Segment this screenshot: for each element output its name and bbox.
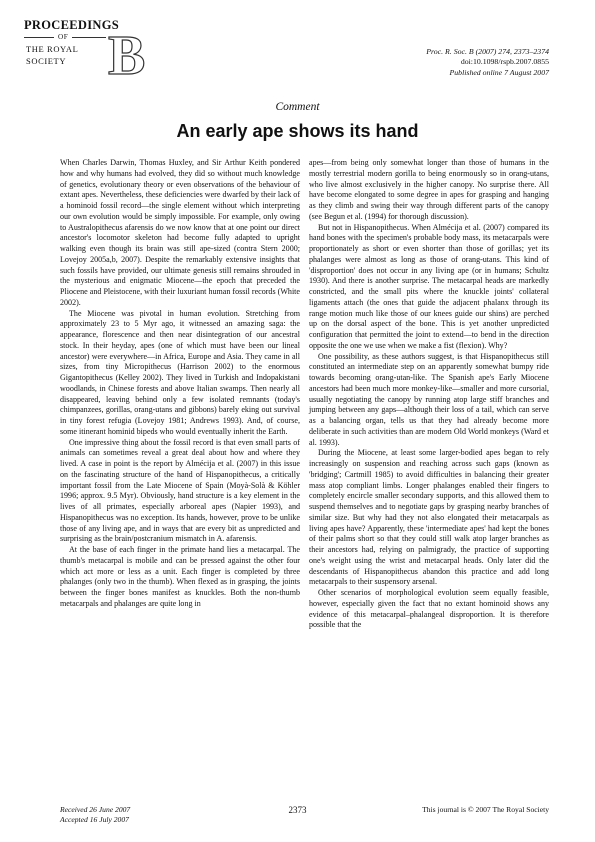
right-column	[309, 158, 549, 631]
article-title: An early ape shows its hand	[176, 121, 419, 141]
citation-ref: Proc. R. Soc. B (2007) 274, 2373–2374	[426, 47, 549, 56]
page-number: 2373	[288, 805, 307, 815]
section-label: Comment	[275, 101, 320, 113]
paragraph: apes—from being only somewhat longer than those of humans in the mostly terrestrial modern gorilla to being enormously so in orang-utans, who live almost exclusively in the higher canopy. No surprise there. All have become elongated to some degree in apes for grasping and hanging as they climb and swing their way through different parts of the canopy (see Begun et al. (1994) for thorough discussion).	[309, 158, 549, 221]
left-column	[60, 158, 300, 610]
journal-name: PROCEEDINGS	[24, 18, 119, 32]
journal-the-royal: THE ROYAL	[26, 44, 79, 54]
paragraph: The Miocene was pivotal in human evolution. Stretching from approximately 23 to 5 Myr ago, it witnessed an amazing saga: the appearance, florescence and then near disintegration of our ancestral stock. In their heyday, apes (one of which must have been our lineal ancestor) were everywhere—in Africa, Europe and Asia. They came in all sizes, from tiny Micropithecus (Harrison 2002) to the enormous Gigantopithecus (Kelley 2002). They lived in Turkish and Indopakistani woodlands, in Chinese forests and above Italian swamps. Then nearly all disappeared, leaving behind only a few isolated remnants (today's chimpanzees, gorillas, orang-utans and gibbons) barely eking out survival in tiny forest refugia (Lovejoy 1981; Andrews 1993). And, of course, some itinerant hominid bipeds who would eventually inherit the Earth.	[60, 308, 300, 436]
logo-rule	[24, 37, 54, 38]
paragraph: When Charles Darwin, Thomas Huxley, and Sir Arthur Keith pondered how and why humans had evolved, they did so without much knowledge of genetics, evolutionary theory or even observations of the behaviour of extant apes. Nevertheless, these deficiencies were dwarfed by their lack of a hominoid fossil record—the single element without which interpreting our own evolution would be simply impossible. For example, only owing to Australopithecus afarensis do we now know that at one point our direct ancestor's locomotor skeleton had become fully adapted to upright walking even though its brain was still ape-sized (contra Stern 2000; Lovejoy 2005a,b, 2007). Despite the remarkably extensive insights that such fossils have provided, our ultimate genesis still remains shrouded in the mysterious and enigmatic Miocene—the epoch that preceded the Pliocene and Pleistocene, with their luxuriant human fossil records (White 2002).	[60, 158, 300, 307]
paragraph: Other scenarios of morphological evolution seem equally feasible, however, especially given the fact that no extant hominoid shows any evidence of this metacarpal–phalangeal disproportion. It is therefore possible that the	[309, 588, 549, 630]
paragraph: At the base of each finger in the primate hand lies a metacarpal. The thumb's metacarpal is mobile and can be pressed against the other four which act more or less as a unit. Each finger is completed by three phalanges (only two in the thumb). When flexed as in grasping, the joints between the finger bones manifest as knuckles. Both the non-thumb metacarpals and phalanges are quite long in	[60, 545, 300, 608]
received-date: Received 26 June 2007	[60, 805, 131, 814]
accepted-date: Accepted 16 July 2007	[60, 814, 129, 824]
citation-published: Published online 7 August 2007	[449, 67, 549, 77]
copyright-notice: This journal is © 2007 The Royal Society	[422, 805, 549, 814]
journal-logo	[24, 16, 156, 87]
journal-society: SOCIETY	[26, 56, 67, 66]
citation-block	[426, 47, 549, 78]
paragraph: During the Miocene, at least some larger-bodied apes began to rely increasingly on suspension and reaching across such gaps (known as 'bridging'; Cartmill 1985) to avoid difficulties in balancing their greater mass atop compliant limbs. Longer phalanges enabled their fingers to completely encircle smaller secondary supports, and this allowed them to suspend themselves and to negotiate gaps by grasping nearby branches of similar size. But why had they not also elongated their metacarpals as living apes have? Apparently, these 'intermediate apes' had kept the bones of their palms short so that they could still walk atop larger branches as their ancestors had, relying on palmigrady, the practice of supporting one's weight using the wrist and metacarpal heads. Only later did the descendants of Hispanopithecus abandon this practice and add long metacarpals to their suspensory arsenal.	[309, 448, 549, 587]
citation-doi: doi:10.1098/rspb.2007.0855	[460, 57, 549, 67]
paragraph: One possibility, as these authors suggest, is that Hispanopithecus still constituted an intermediate step on an apparently somewhat bumpy ride towards becoming orang-utan-like. The Spanish ape's Early Miocene ancestors had been much more monkey-like—smaller and more cursorial, usually negotiating the canopy by running atop large stiff branches and jumping between any gaps—although their loss of a tail, which can serve as a balancing organ, tells us that they had already become more deliberate in such activities than are modern Old World monkeys (Ward et al. 1993).	[309, 351, 549, 447]
journal-of: OF	[58, 33, 69, 41]
logo-rule	[72, 37, 106, 38]
paragraph: One impressive thing about the fossil record is that even small parts of animals can sometimes reveal a great deal about how and where they lived. A case in point is the report by Almécija et al. (2007) in this issue on the fascinating structure of the hand of Hispanopithecus, a critically important fossil from the Late Miocene of Spain (Moyà-Solà & Köhler 1996; approx. 9.5 Myr). Obviously, hand structure is a key element in the lives of all primates, especially arboreal apes (Napier 1993), and Hispanopithecus was no exception. Its hands, however, prove to be unlike those of any living ape, and in ways that are every bit as unpredicted and surprising as the brain/postcranium mismatch in A. afarensis.	[60, 437, 300, 544]
paragraph: But not in Hispanopithecus. When Almécija et al. (2007) compared its hand bones with the specimen's probable body mass, its metacarpals were proportionately as short or even shorter than those of gorillas; yet its phalanges were almost as long as those of orang-utans. This kind of 'disproportion' does not occur in any living ape (or in humans; Schultz 1930). And there is another surprise. The metacarpal heads are markedly constricted, and the small pits where the knuckle joints' collateral ligaments attach (the ones that guide the adjacent phalanx through its range motion much like those of our knees guide our shins) are perched up on the dorsal aspect of the bone. This is yet another unpredicted configuration that permitted the joint to extend—to bend in the direction opposite the one we use when we make a fist (flexion). Why?	[309, 222, 549, 350]
series-letter: B	[108, 25, 146, 87]
